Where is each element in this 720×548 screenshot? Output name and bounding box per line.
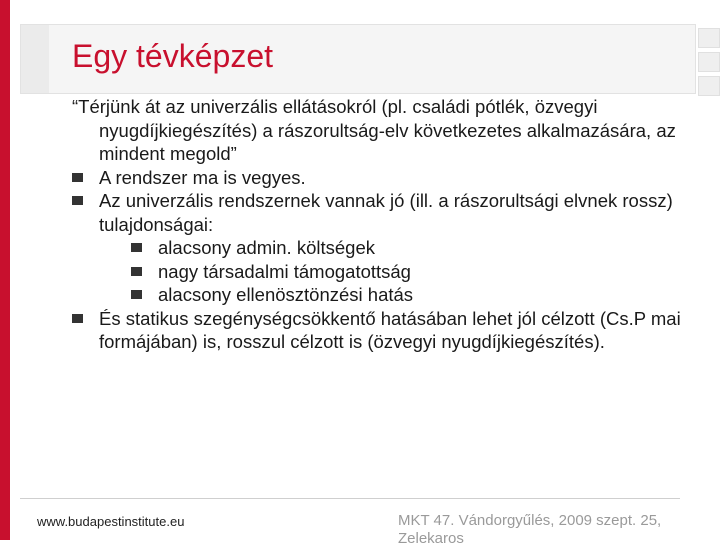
bullet-text: A rendszer ma is vegyes. [99,166,306,188]
bullet-text: Az univerzális rendszernek vannak jó (ill. a rászorultsági elvnek rossz) tulajdonságai: [99,190,673,235]
sub-bullet-text: nagy társadalmi támogatottság [158,260,411,282]
footer-divider [20,498,680,499]
sub-bullet-item [131,236,682,260]
footer-website: www.budapestinstitute.eu [37,514,185,529]
square-bullet-icon [72,314,83,323]
slide-content [72,95,682,354]
square-bullet-icon [131,243,142,252]
side-tab [698,76,720,96]
side-tab [698,52,720,72]
bullet-item [72,307,682,354]
square-bullet-icon [72,173,83,182]
quote-text: “Térjünk át az univerzális ellátásokról (pl. családi pótlék, özvegyi nyugdíjkiegészítés) a rászorultság-elv következetes alkalmazására, az mindent megold” [72,96,676,164]
side-tab [698,28,720,48]
sub-bullet-item [131,283,682,307]
slide-title: Egy tévképzet [72,38,273,74]
footer-event: MKT 47. Vándorgyűlés, 2009 szept. 25, Zelekaros [398,512,662,547]
sub-bullet-text: alacsony admin. költségek [158,237,375,258]
bullet-item [72,189,682,236]
side-decoration [698,28,720,94]
left-accent-bar [0,0,10,540]
sub-bullet-text: alacsony ellenösztönzési hatás [158,284,414,305]
bullet-text: És statikus szegénységcsökkentő hatásában lehet jól célzott (Cs.P mai formájában) is, rosszul célzott is (özvegyi nyugdíjkiegészítés). [99,307,681,352]
bullet-item [72,166,682,190]
title-background-strip [21,25,49,93]
square-bullet-icon [131,290,142,299]
square-bullet-icon [131,267,142,276]
sub-bullet-item [131,260,682,284]
square-bullet-icon [72,196,83,205]
